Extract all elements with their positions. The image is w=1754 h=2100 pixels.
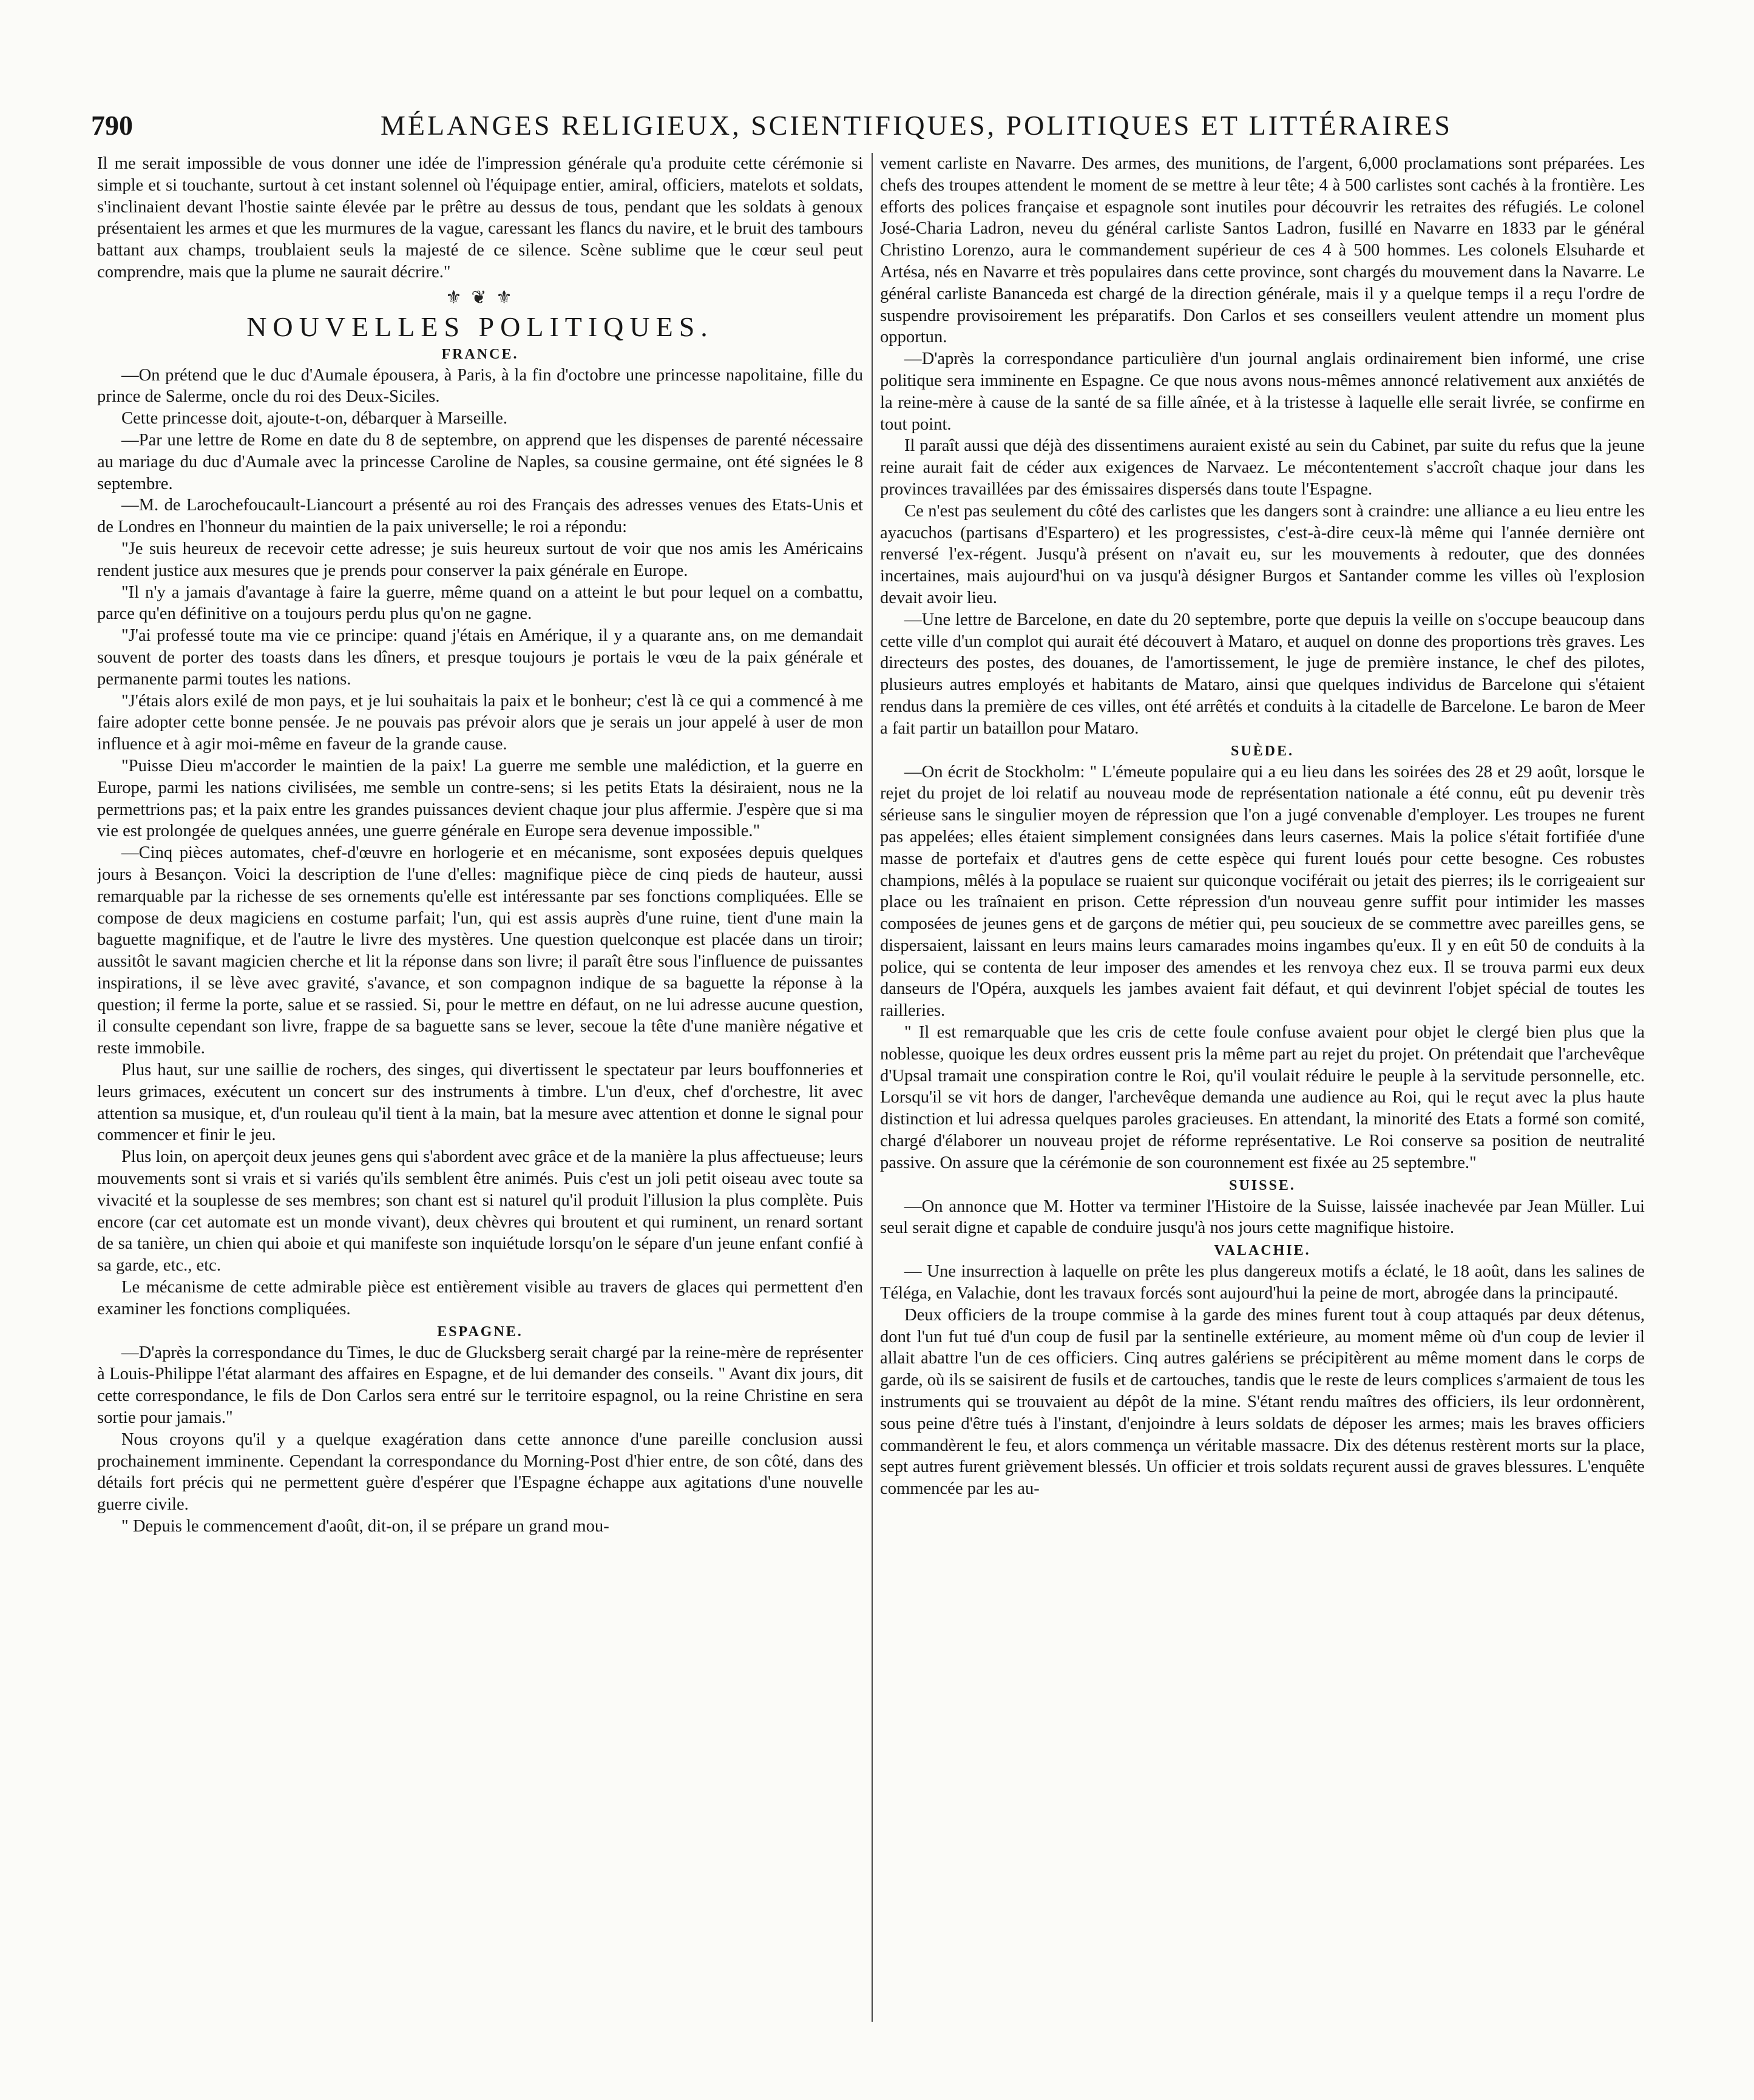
article-paragraph: Deux officiers de la troupe commise à la garde des mines furent tout à coup attaqués par deux détenus, dont l'un fut tué d'un coup de fusil par la sentinelle extérieure, au moment même où d'un coup de levier il allait abattre l'un de ces officiers. Cinq autres galériens se précipitèrent au même moment dans le corps de garde, où ils se saisirent de fusils et de cartouches, tandis que le reste de leurs complices s'armaient de tous les instruments qui se trouvaient au dépôt de la mine. S'étant rendu maîtres des officiers, ils leur ordonnèrent, sous peine d'être tués à l'instant, d'enjoindre à leurs soldats de déposer les armes; mais les braves officiers commandèrent le feu, et alors commença un véritable massacre. Dix des détenus restèrent morts sur la place, sept autres furent grièvement blessés. Un officier et trois soldats reçurent aussi de graves blessures. L'enquête commencée par les au-	[880, 1305, 1645, 1499]
left-column	[97, 153, 863, 2046]
article-paragraph: —On écrit de Stockholm: " L'émeute populaire qui a eu lieu dans les soirées des 28 et 29 août, lorsque le rejet du projet de loi relatif au nouveau mode de représentation nationale a été connu, eût pu devenir très sérieuse sans le singulier moyen de répression que l'on a jugé convenable d'employer. Les troupes ne furent pas appelées; elles étaient simplement consignées dans leurs casernes. Mais la police s'était fortifiée d'une masse de portefaix et d'autres gens de cette espèce qui furent loués pour cette besogne. Ces robustes champions, mêlés à la populace se ruaient sur quiconque vociférait ou jetait des pierres; ils le corrigeaient sur place ou les traînaient en prison. Cette répression d'un nouveau genre suffit pour intimider les masses composées de jeunes gens et de garçons de métier qui, peu soucieux de se commettre avec pareilles gens, se dispersaient, laissant en leurs mains leurs camarades moins ingambes qu'eux. Il y en eût 50 de conduits à la police, qui se contenta de leur imposer des amendes et les renvoya chez eux. Il se trouva parmi eux deux danseurs de l'Opéra, auxquels les jambes avaient fait défaut, et qui devinrent l'objet spécial de toutes les railleries.	[880, 762, 1645, 1021]
article-paragraph: —D'après la correspondance du Times, le duc de Glucksberg serait chargé par la reine-mère de représenter à Louis-Philippe l'état alarmant des affaires en Espagne, et de lui demander des conseils. " Avant dix jours, dit cette correspondance, le fils de Don Carlos sera entré sur le territoire espagnol, ou la reine Christine en sera sortie pour jamais."	[97, 1343, 863, 1428]
article-paragraph: "J'ai professé toute ma vie ce principe: quand j'étais en Amérique, il y a quarante ans, on me demandait souvent de porter des toasts dans les dîners, et presque toujours je portais le vœu de la paix générale et permanente parmi toutes les nations.	[97, 626, 863, 689]
article-paragraph: —M. de Larochefoucault-Liancourt a présenté au roi des Français des adresses venues des Etats-Unis et de Londres en l'honneur du maintien de la paix universelle; le roi a répondu:	[97, 496, 863, 537]
article-paragraph: —On prétend que le duc d'Aumale épousera, à Paris, à la fin d'octobre une princesse napolitaine, fille du prince de Salerme, oncle du roi des Deux-Siciles.	[97, 365, 863, 407]
journal-title: MÉLANGES RELIGIEUX, SCIENTIFIQUES, POLITIQUES ET LITTÉRAIRES	[381, 110, 1452, 141]
ornament-divider: ⚜ ❦ ⚜	[445, 287, 515, 308]
article-paragraph: "Puisse Dieu m'accorder le maintien de la paix! La guerre me semble une malédiction, et la guerre en Europe, parmi les nations civilisées, me semble un contre-sens; si les petits Etats la désiraient, nous ne la permettrions pas; et la paix entre les grandes puissances devient chaque jour plus affermie. J'espère que si ma vie est prolongée de quelques années, une guerre générale en Europe sera devenue impossible."	[97, 756, 863, 841]
article-paragraph: —On annonce que M. Hotter va terminer l'Histoire de la Suisse, laissée inachevée par Jean Müller. Lui seul serait digne et capable de conduire jusqu'à nos jours cette magnifique histoire.	[880, 1197, 1645, 1238]
country-heading-valachie: VALACHIE.	[1214, 1243, 1311, 1259]
article-paragraph: Le mécanisme de cette admirable pièce est entièrement visible au travers de glaces qui permettent d'en examiner les fonctions compliquées.	[97, 1278, 863, 1318]
article-paragraph: "J'étais alors exilé de mon pays, et je lui souhaitais la paix et le bonheur; c'est là ce qui a commencé à me faire adopter cette bonne pensée. Je ne pouvais pas prévoir alors que je serais un jour appelé à user de mon influence et à agir moi-même en faveur de la grande cause.	[97, 691, 863, 754]
country-heading-espagne: ESPAGNE.	[437, 1323, 523, 1340]
column-divider	[872, 153, 873, 2022]
article-paragraph: "Je suis heureux de recevoir cette adresse; je suis heureux surtout de voir que nos amis les Américains rendent justice aux mesures que je prends pour conserver la paix générale en Europe.	[97, 539, 863, 580]
article-paragraph: —Cinq pièces automates, chef-d'œuvre en horlogerie et en mécanisme, sont exposées depuis quelques jours à Besançon. Voici la description de l'une d'elles: magnifique pièce de cinq pieds de hauteur, aussi remarquable par la richesse de ses ornements qu'elle est intéressante par ses fonctions compliquées. Elle se compose de deux magiciens en costume parfait; l'un, qui est assis auprès d'une ruine, tient d'une main la baguette magnifique, et de l'autre le livre des mystères. Une question quelconque est placée dans un tiroir; aussitôt le savant magicien cherche et lit la réponse dans son livre; il paraît être sous l'influence de puissantes inspirations, il se lève avec gravité, s'avance, et son compagnon indique de sa baguette la réponse à la question; il ferme la porte, salue et se rassied. Si, pour le mettre en défaut, on ne lui adresse aucune question, il consulte cependant son livre, frappe de sa baguette sans se lever, secoue la tête d'une manière négative et reste immobile.	[97, 843, 863, 1058]
country-heading-suisse: SUISSE.	[1229, 1177, 1296, 1193]
article-paragraph: —Une lettre de Barcelone, en date du 20 septembre, porte que depuis la veille on s'occupe beaucoup dans cette ville d'un complot qui aurait été découvert à Mataro, et auquel on donne des proportions très graves. Les directeurs des postes, des douanes, de l'amortissement, le juge de première instance, le chef des pilotes, plusieurs autres employés et habitants de Mataro, ainsi que quelques individus de Barcelone qui s'étaient rendus dans la première de ces villes, ont été arrêtés et conduits à la citadelle de Barcelone. Le baron de Meer a fait partir un bataillon pour Mataro.	[880, 610, 1645, 738]
country-heading-suede: SUÈDE.	[1230, 743, 1295, 759]
running-head	[91, 107, 1645, 149]
section-title: NOUVELLES POLITIQUES.	[246, 311, 714, 342]
article-paragraph: Cette princesse doit, ajoute-t-on, débarquer à Marseille.	[121, 409, 507, 428]
article-paragraph: — Une insurrection à laquelle on prête les plus dangereux motifs a éclaté, le 18 août, dans les salines de Téléga, en Valachie, dont les travaux forcés sont aujourd'hui la peine de mort, abrogée dans la principauté.	[880, 1262, 1645, 1303]
article-paragraph: —D'après la correspondance particulière d'un journal anglais ordinairement bien informé, une crise politique sera imminente en Espagne. Ce que nous avons nous-mêmes annoncé relativement aux anxiétés de la reine-mère à cause de la santé de sa fille aînée, et à la tristesse à laquelle elle serait livrée, se confirme en tout point.	[880, 349, 1645, 434]
intro-paragraph: Il me serait impossible de vous donner une idée de l'impression générale qu'a produite cette cérémonie si simple et si touchante, surtout à cet instant solennel où l'équipage entier, amiral, officiers, matelots et soldats, s'inclinaient devant l'hostie sainte élevée par le prêtre au dessus de tous, pendant que les soldats à genoux présentaient les armes et que les murmures de la vague, caressant les flancs du navire, et le bruit des tambours battant aux champs, troublaient seuls la majesté de ce silence. Scène sublime que le cœur seul peut comprendre, mais que la plume ne saurait décrire."	[97, 154, 863, 282]
article-paragraph: Nous croyons qu'il y a quelque exagération dans cette annonce d'une pareille conclusion aussi prochainement imminente. Cependant la correspondance du Morning-Post d'hier entre, de son côté, dans des détails fort précis qui ne permettent guère d'espérer que l'Espagne échappe aux agitations d'une nouvelle guerre civile.	[97, 1430, 863, 1514]
article-paragraph: Ce n'est pas seulement du côté des carlistes que les dangers sont à craindre: une alliance a eu lieu entre les ayacuchos (partisans d'Espartero) et les progressistes, c'est-à-dire ceux-là même qui l'année dernière ont renversé l'ex-régent. Jusqu'à présent on n'avait eu, sur les mouvements à redouter, que des données incertaines, mais aujourd'hui on va jusqu'à désigner Burgos et Santander comme les villes où l'explosion devait avoir lieu.	[880, 501, 1645, 607]
article-paragraph: vement carliste en Navarre. Des armes, des munitions, de l'argent, 6,000 proclamations sont préparées. Les chefs des troupes attendent le moment de se mettre à leur tête; 4 à 500 carlistes sont cachés à la frontière. Les efforts des polices française et espagnole sont inutiles pour découvrir les retraites des réfugiés. Le colonel José-Charia Ladron, neveu du général carliste Santos Ladron, fusillé en Navarre en 1833 par le général Christino Lorenzo, aura le commandement supérieur de ces 4 à 500 hommes. Les colonels Elsuharde et Artésa, nés en Navarre et très populaires dans cette province, sont chargés du mouvement dans la Navarre. Le général carliste Bananceda est chargé de la direction générale, mais il y a quelque temps il a reçu l'ordre de suspendre provisoirement les préparatifs. Don Carlos et ses conseillers veulent attendre un moment plus opportun.	[880, 154, 1645, 347]
article-paragraph: Il paraît aussi que déjà des dissentimens auraient existé au sein du Cabinet, par suite du refus que la jeune reine aurait fait de céder aux exigences de Narvaez. Le mécontentement s'accroît chaque jour dans les provinces travaillées par des émissaires dispersés dans toute l'Espagne.	[880, 436, 1645, 499]
article-paragraph: " Depuis le commencement d'août, dit-on, il se prépare un grand mou-	[121, 1517, 609, 1536]
page-number: 790	[91, 110, 133, 141]
article-paragraph: " Il est remarquable que les cris de cette foule confuse avaient pour objet le clergé bien plus que la noblesse, quoique les deux ordres eussent pris la même part au rejet du projet. On prétendait que l'archevêque d'Upsal tramait une conspiration contre le Roi, qu'il voulait réduire le peuple à la servitude personnelle, etc. Lorsqu'il se vit hors de danger, l'archevêque demanda une audience au Roi, qui le reçut avec la plus haute distinction et lui adressa quelques paroles gracieuses. En attendant, la minorité des Etats a formé son comité, chargé d'élaborer un nouveau projet de réforme représentative. Le Roi conserve sa position de neutralité passive. On assure que la cérémonie de son couronnement est fixée au 25 septembre."	[880, 1023, 1645, 1172]
right-column	[880, 153, 1645, 2046]
country-heading-france: FRANCE.	[441, 346, 519, 362]
article-paragraph: —Par une lettre de Rome en date du 8 de septembre, on apprend que les dispenses de parenté nécessaire au mariage du duc d'Aumale avec la princesse Caroline de Naples, sa cousine germaine, ont été signées le 8 septembre.	[97, 430, 863, 493]
article-paragraph: Plus loin, on aperçoit deux jeunes gens qui s'abordent avec grâce et de la manière la plus affectueuse; leurs mouvements sont si vrais et si variés qu'ils semblent être animés. Puis c'est un joli petit oiseau avec toute sa vivacité et la souplesse de ses membres; son chant est si naturel qu'il produit l'illusion la plus complète. Puis encore (car cet automate est un monde vivant), deux chèvres qui broutent et qui ruminent, un renard sortant de sa tanière, un chien qui aboie et qui manifeste son inquiétude lorsqu'on le sépare d'un jeune enfant confié à sa garde, etc., etc.	[97, 1147, 863, 1275]
article-paragraph: Plus haut, sur une saillie de rochers, des singes, qui divertissent le spectateur par leurs bouffonneries et leurs grimaces, exécutent un concert sur des instruments à timbre. L'un d'eux, chef d'orchestre, lit avec attention sa musique, et, d'un rouleau qu'il tient à la main, bat la mesure avec attention et donne le signal pour commencer et finir le jeu.	[97, 1061, 863, 1145]
article-paragraph: "Il n'y a jamais d'avantage à faire la guerre, même quand on a atteint le but pour lequel on a combattu, parce qu'en définitive on a toujours perdu plus qu'on ne gagne.	[97, 582, 863, 624]
